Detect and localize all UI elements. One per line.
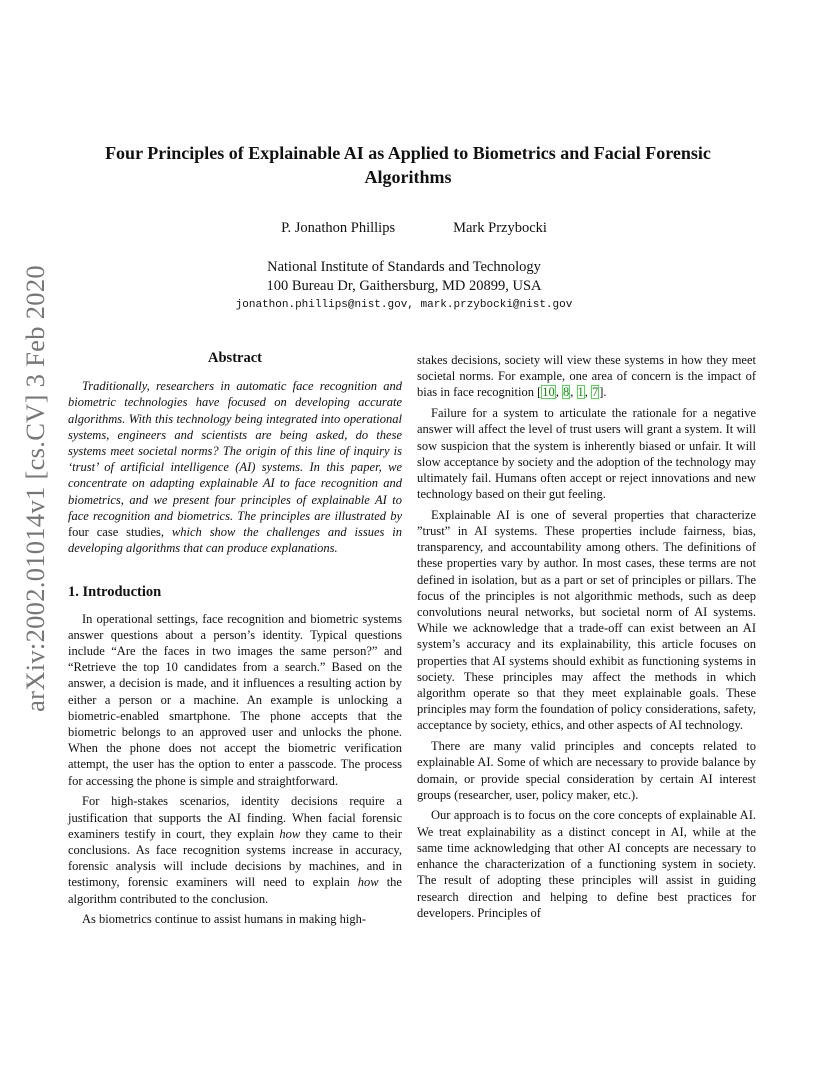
abstract-text	[68, 378, 402, 556]
intro-p2-a: For high-stakes scenarios, identity decisions require a justification that supports the AI finding. When facial forensic examiners testify in court, they explain	[68, 794, 402, 841]
right-paragraph-2: Failure for a system to articulate the rationale for a negative answer will affect the level of trust users will grant a system. It will sow suspicion that the system is inherently biased or unfair. It will slow acceptance by society and the adoption of the technology may ultimately fail. Humans often accept or reject innovations and new technology based on their gut feeling.	[417, 406, 756, 502]
right-p1-e: ].	[599, 385, 607, 400]
citation-1[interactable]: 1	[577, 385, 584, 400]
arxiv-side-identifier-wrap	[0, 264, 70, 712]
right-paragraph-4: There are many valid principles and concepts related to explainable AI. Some of which are necessary to provide balance by domain, or provide special consideration by certain AI interest groups (researcher, user, policy maker, etc.).	[417, 739, 756, 802]
abstract-text-c: , which show the challenges and issues in developing algorithms that can produce explanations.	[68, 525, 403, 556]
author-1: P. Jonathon Phillips	[281, 220, 396, 236]
right-paragraph-1: stakes decisions, society will view these systems in how they meet societal norms. For example, one area of concern is the impact of bias in face recognition [10, 8, 1, 7].	[417, 353, 756, 400]
abstract-heading: Abstract	[208, 350, 262, 366]
author-emails: jonathon.phillips@nist.gov, mark.przybocki@nist.gov	[235, 299, 573, 311]
paper-title	[60, 141, 756, 189]
citation-10[interactable]: 10	[542, 385, 555, 400]
abstract-text-a: Traditionally, researchers in automatic face recognition and biometric technologies have focused on developing accurate algorithms. With this technology being integrated into operational systems, engineers and scientists are being asked, do these systems meet societal norms? The origin of this line of inquiry is ‘trust’ of artificial intelligence (AI) systems. In this paper, we concentrate on adapting explainable AI to face recognition and biometrics, and we present four principles of explainable AI to face recognition and biometrics. The principles are illustrated by	[68, 379, 402, 523]
intro-p2-e: the algorithm contributed to the conclusion.	[68, 875, 402, 906]
intro-p2-d: how	[357, 875, 379, 890]
intro-p2-b: how	[279, 826, 301, 841]
right-paragraph-3: Explainable AI is one of several properties that characterize ”trust” in AI systems. These properties include fairness, bias, transparency, and accountability among others. The definitions of these properties vary by author. In most cases, these terms are not defined in isolation, but as a part or set of principles or pillars. The focus of the principles is not algorithmic methods, such as deep convolutions neural networks, but societal norm of AI systems. While we acknowledge that a trade-off can exist between an AI system’s accuracy and its explainability, this article focuses on properties that AI systems should exhibit as functioning systems in society. These principles may affect the methods in which algorithm operate so that they meet explainable goals. These principles may form the foundation of policy considerations, safety, acceptance by society, ethics, and other aspects of AI technology.	[417, 507, 756, 733]
title-line-1: Four Principles of Explainable AI as Applied to Biometrics and Facial Forensic	[105, 143, 711, 163]
affiliation-line-2: 100 Bureau Dr, Gaithersburg, MD 20899, USA	[266, 278, 542, 294]
right-column	[417, 352, 756, 925]
arxiv-side-identifier: arXiv:2002.01014v1 [cs.CV] 3 Feb 2020	[19, 264, 50, 712]
abstract-text-b: four case studies	[68, 525, 161, 540]
section-heading-introduction: 1. Introduction	[68, 584, 162, 601]
intro-paragraph-1: In operational settings, face recognition and biometric systems answer questions about a person’s identity. Typical questions include “Are the faces in two images the same person?” and “Retrieve the top 10 candidates from a search.” Based on the answer, a decision is made, and it influences a resulting action by either a person or a machine. An example is unlocking a biometric-enabled smartphone. The phone accepts that the biometric belongs to an approved user and unlocks the phone. When the phone does not accept the biometric verification attempt, the user has the option to enter a passcode. The process for accessing the phone is simple and straightforward.	[68, 611, 402, 788]
affiliation-line-1: National Institute of Standards and Technology	[267, 259, 541, 275]
right-paragraph-5: Our approach is to focus on the core concepts of explainable AI. We treat explainability as a distinct concept in AI, while at the same time acknowledging that other AI concepts are necessary to enhance the characterization of a functioning system in society. The result of adopting these principles will assist in guiding research direction and helping to define best practices for developers. Principles of	[417, 808, 756, 920]
left-column	[68, 350, 402, 932]
author-list	[0, 220, 828, 237]
citation-7[interactable]: 7	[592, 385, 599, 400]
affiliation	[0, 258, 808, 296]
title-line-2: Algorithms	[364, 167, 452, 187]
intro-p2-c: they came to their conclusions. As face recognition systems increase in accuracy, forensic analysis will include decisions by machines, and in testimony, forensic examiners will need to explain	[68, 826, 402, 890]
citation-8[interactable]: 8	[563, 385, 570, 400]
intro-paragraph-3: As biometrics continue to assist humans in making high-	[82, 912, 366, 927]
intro-paragraph-2	[68, 793, 402, 906]
author-2: Mark Przybocki	[453, 220, 547, 236]
abstract-section	[68, 350, 402, 556]
right-p1-a: stakes decisions, society will view these systems in how they meet societal norms. For example, one area of concern is the impact of bias in face recognition [	[417, 353, 756, 400]
